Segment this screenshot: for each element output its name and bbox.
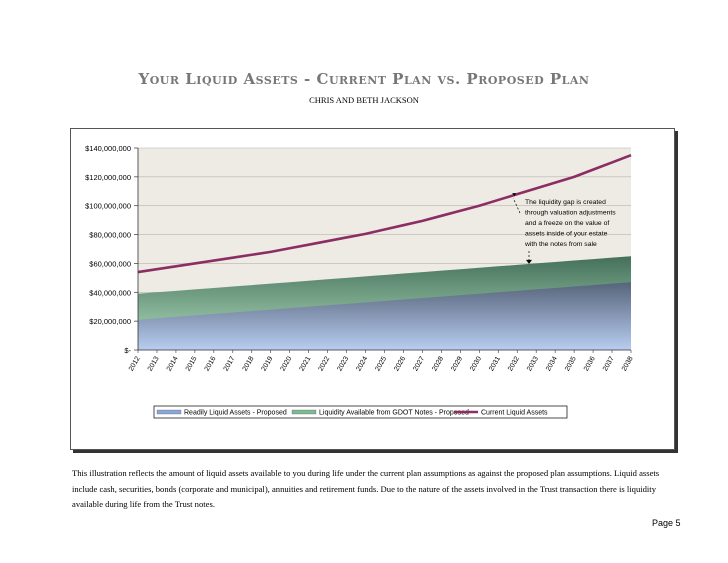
annotation-line: with the notes from sale xyxy=(525,241,597,248)
page-subtitle: CHRIS AND BETH JACKSON xyxy=(309,95,419,105)
legend xyxy=(154,406,567,418)
x-tick-label: 2032 xyxy=(507,355,521,373)
annotation-line: assets inside of your estate xyxy=(525,230,608,238)
x-tick-label: 2022 xyxy=(317,355,332,373)
x-tick-label: 2018 xyxy=(241,355,256,373)
x-tick-label: 2020 xyxy=(279,355,294,373)
x-tick-label: 2023 xyxy=(336,355,351,373)
x-tick-label: 2034 xyxy=(545,355,559,373)
x-tick-label: 2035 xyxy=(563,355,578,373)
x-tick-label: 2028 xyxy=(431,355,446,373)
x-tick-label: 2024 xyxy=(355,355,370,373)
legend-label: Readily Liquid Assets - Proposed xyxy=(184,409,287,417)
y-tick-label: $40,000,000 xyxy=(89,288,131,298)
x-tick-label: 2038 xyxy=(620,355,635,373)
page-number: Page 5 xyxy=(652,518,681,528)
y-tick-label: $140,000,000 xyxy=(85,144,131,153)
annotation-line: through valuation adjustments xyxy=(525,209,616,217)
x-tick-label: 2016 xyxy=(203,355,218,373)
y-axis xyxy=(85,144,138,355)
annotation-line: and a freeze on the value of xyxy=(525,220,610,227)
x-tick-label: 2014 xyxy=(165,355,180,373)
x-tick-label: 2036 xyxy=(582,355,597,373)
annotation-line: The liquidity gap is created xyxy=(525,199,606,206)
x-tick-label: 2030 xyxy=(469,355,484,373)
x-tick-label: 2015 xyxy=(184,355,199,373)
x-tick-label: 2033 xyxy=(526,355,540,373)
y-tick-label: $60,000,000 xyxy=(89,259,131,269)
x-tick-label: 2031 xyxy=(488,355,503,373)
x-tick-label: 2021 xyxy=(298,355,313,373)
x-tick-label: 2019 xyxy=(260,355,275,373)
footnote: This illustration reflects the amount of liquid assets available to you during life under the current plan assumptions as against the proposed plan assumptions. Liquid assets include cash, securities, bonds (corporate and municipal), annuities and retirement funds. Due to the nature of the assets involved in the Trust transaction there is liquidity available during life from the Trust notes. xyxy=(72,468,660,509)
page-title: Your Liquid Assets - Current Plan vs. Proposed Plan xyxy=(138,70,590,88)
legend-label: Current Liquid Assets xyxy=(481,409,548,417)
y-tick-label: $100,000,000 xyxy=(85,201,131,211)
x-tick-label: 2013 xyxy=(146,355,161,373)
y-tick-label: $80,000,000 xyxy=(89,230,131,240)
legend-label: Liquidity Available from GDOT Notes - Proposed xyxy=(319,409,469,417)
x-tick-label: 2026 xyxy=(393,355,408,373)
x-tick-label: 2029 xyxy=(450,355,465,373)
y-tick-label: $120,000,000 xyxy=(85,172,131,182)
legend-swatch xyxy=(157,410,181,414)
x-tick-label: 2012 xyxy=(127,355,142,373)
y-tick-label: $20,000,000 xyxy=(89,317,131,327)
x-tick-label: 2037 xyxy=(601,355,616,373)
x-tick-label: 2025 xyxy=(374,355,389,373)
x-tick-label: 2017 xyxy=(222,355,237,373)
legend-swatch xyxy=(292,410,316,414)
x-tick-label: 2027 xyxy=(412,355,427,373)
liquid-assets-chart xyxy=(70,128,682,458)
y-tick-label: $- xyxy=(124,346,131,355)
x-axis xyxy=(128,350,635,372)
